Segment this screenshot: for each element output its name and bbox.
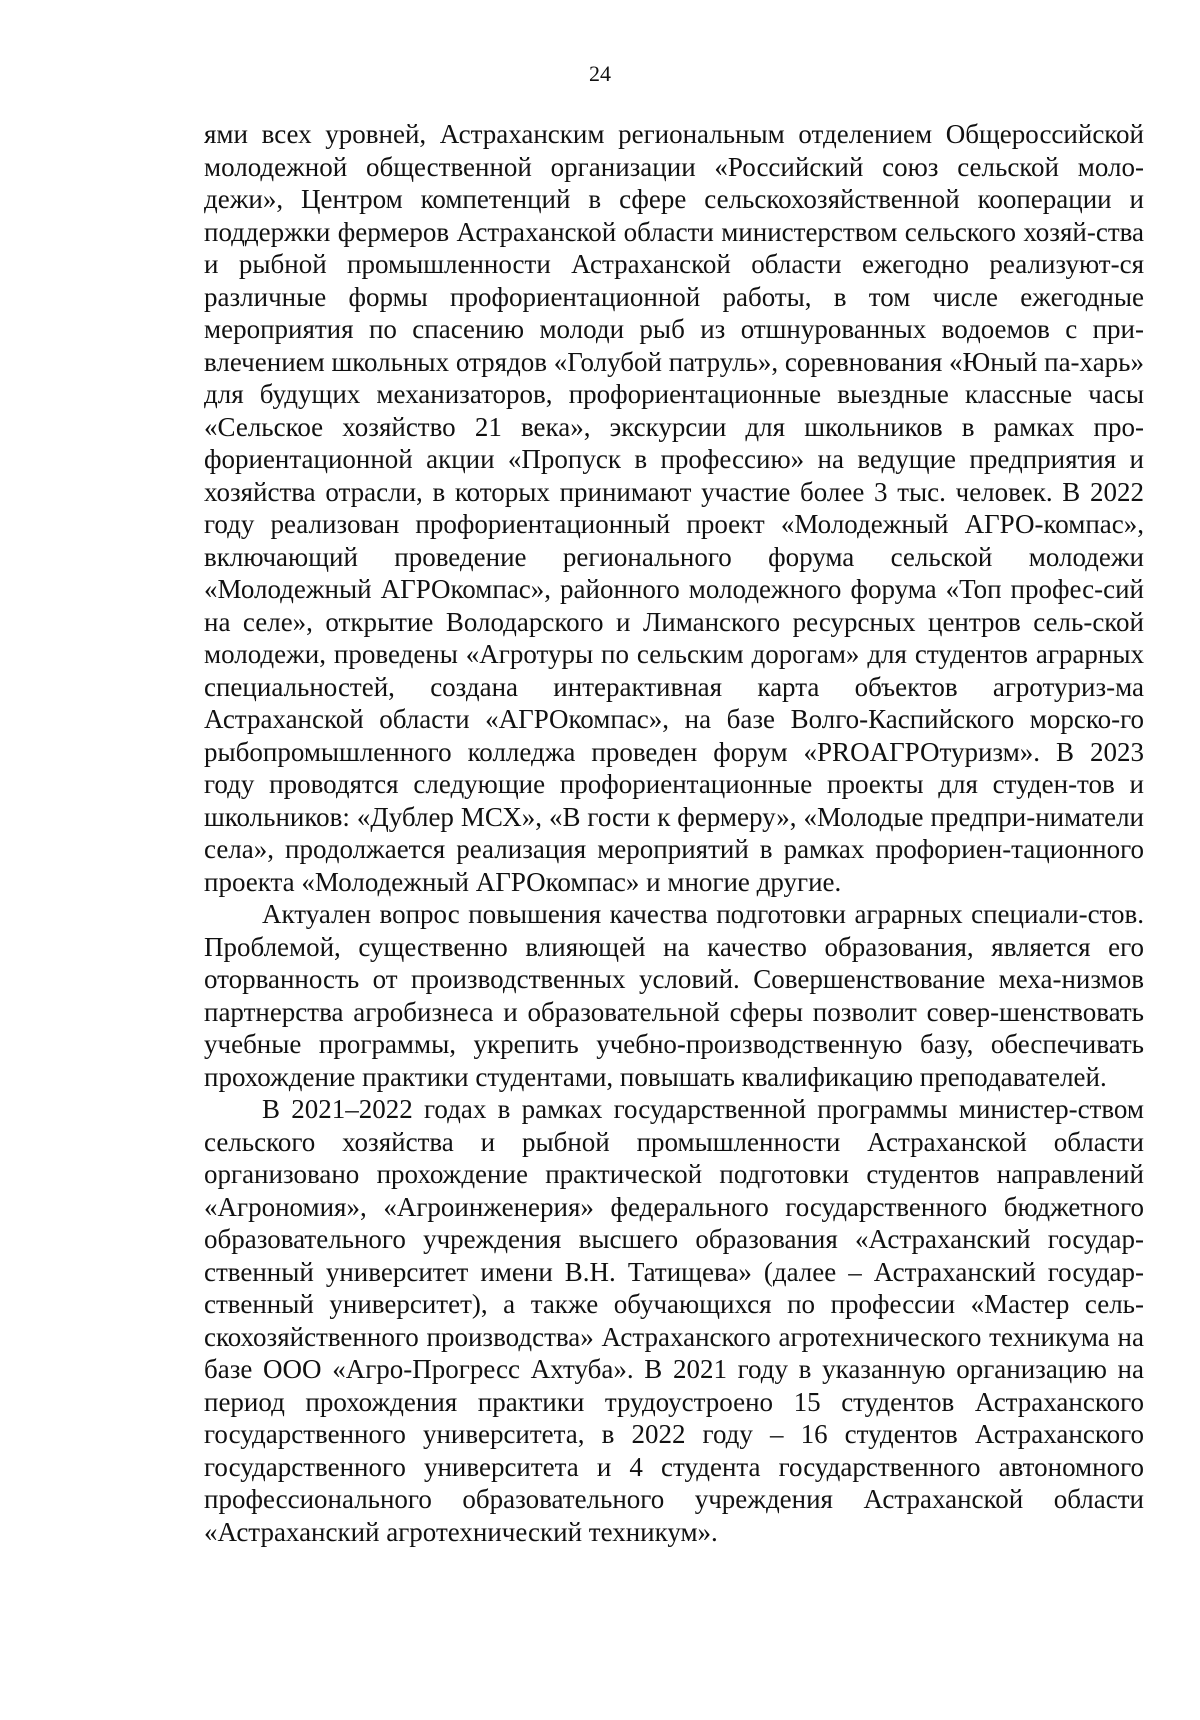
body-text [204,118,1144,1548]
paragraph-specialist-training: Актуален вопрос повышения качества подготовки аграрных специали-стов. Проблемой, существенно влияющей на качество образования, является его оторванность от производственных условий. Совершенствование меха-низмов партнерства агробизнеса и образовательной сферы позволит совер-шенствовать учебные программы, укрепить учебно-производственную базу, обеспечивать прохождение практики студентами, повышать квалификацию преподавателей. [204,899,1144,1092]
paragraph-practical-training: В 2021–2022 годах в рамках государственной программы министер-ством сельского хозяйства и рыбной промышленности Астраханской области организовано прохождение практической подготовки студентов направлений «Агрономия», «Агроинженерия» федерального государственного бюджетного образовательного учреждения высшего образования «Астраханский государ-ственный университет имени В.Н. Татищева» (далее – Астраханский государ-ственный университет), а также обучающихся по профессии «Мастер сель-скохозяйственного производства» Астраханского агротехнического техникума на базе ООО «Агро-Прогресс Ахтуба». В 2021 году в указанную организацию на период прохождения практики трудоустроено 15 студентов Астраханского государственного университета, в 2022 году – 16 студентов Астраханского государственного университета и 4 студента государственного автономного профессионального образовательного учреждения Астраханской области «Астраханский агротехнический техникум». [204,1094,1144,1547]
page-number: 24 [589,61,611,86]
paragraph-continuation: ями всех уровней, Астраханским региональным отделением Общероссийской молодежной общественной организации «Российский союз сельской моло-дежи», Центром компетенций в сфере сельскохозяйственной кооперации и поддержки фермеров Астраханской области министерством сельского хозяй-ства и рыбной промышленности Астраханской области ежегодно реализуют-ся различные формы профориентационной работы, в том числе ежегодные мероприятия по спасению молоди рыб из отшнурованных водоемов с при-влечением школьных отрядов «Голубой патруль», соревнования «Юный па-харь» для будущих механизаторов, профориентационные выездные классные часы «Сельское хозяйство 21 века», экскурсии для школьников в рамках про-фориентационной акции «Пропуск в профессию» на ведущие предприятия и хозяйства отрасли, в которых принимают участие более 3 тыс. человек. В 2022 году реализован профориентационный проект «Молодежный АГРО-компас», включающий проведение регионального форума сельской молодежи «Молодежный АГРОкомпас», районного молодежного форума «Топ профес-сий на селе», открытие Володарского и Лиманского ресурсных центров сель-ской молодежи, проведены «Агротуры по сельским дорогам» для студентов аграрных специальностей, создана интерактивная карта объектов агротуриз-ма Астраханской области «АГРОкомпас», на базе Волго-Каспийского морско-го рыбопромышленного колледжа проведен форум «PROАГРОтуризм». В 2023 году проводятся следующие профориентационные проекты для студен-тов и школьников: «Дублер МСХ», «В гости к фермеру», «Молодые предпри-ниматели села», продолжается реализация мероприятий в рамках профориен-тационного проекта «Молодежный АГРОкомпас» и многие другие. [204,119,1144,897]
